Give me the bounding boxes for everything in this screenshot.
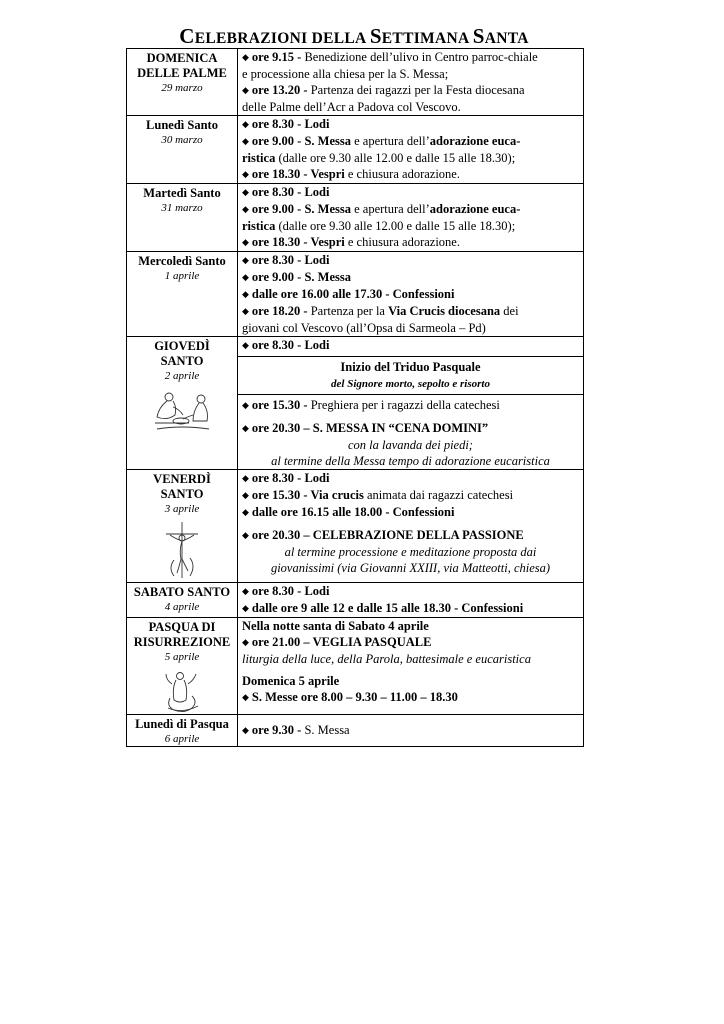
event-line <box>238 673 583 689</box>
triduo-subtitle: del Signore morto, sepolto e risorto <box>331 378 490 390</box>
event-line <box>238 487 583 504</box>
event-text: e apertura dell’ <box>350 134 430 148</box>
bullet-icon: ◆ <box>242 272 249 282</box>
day-cell <box>127 583 238 618</box>
events-cell <box>238 583 584 618</box>
event-line <box>238 527 583 544</box>
spacer <box>238 706 583 712</box>
event-highlight: ristica <box>242 151 276 165</box>
day-name: GIOVEDÌ <box>154 339 210 353</box>
event-time: ore 18.30 - Vespri <box>251 235 345 249</box>
bullet-icon: ◆ <box>242 400 249 410</box>
event-time: ore 18.20 - <box>251 304 308 318</box>
event-text: Partenza dei ragazzi per la Festa diocesana <box>307 83 525 97</box>
event-line <box>238 133 583 150</box>
event-line: liturgia della luce, della Parola, battesimale e eucaristica <box>242 652 531 666</box>
event-line: giovanissimi (via Giovanni XXIII, via Matteotti, chiesa) <box>270 561 551 575</box>
bullet-icon: ◆ <box>242 187 249 197</box>
bullet-icon: ◆ <box>242 136 249 146</box>
event-time: ore 8.30 - Lodi <box>251 584 330 598</box>
event-time: dalle ore 9 alle 12 e dalle 15 alle 18.30 - Confessioni <box>251 601 524 615</box>
bullet-icon: ◆ <box>242 289 249 299</box>
day-date: 31 marzo <box>161 202 203 214</box>
event-heading: Nella notte santa di Sabato 4 aprile <box>242 619 429 633</box>
bullet-icon: ◆ <box>242 85 249 95</box>
event-time: ore 8.30 - Lodi <box>251 253 330 267</box>
day-name: Lunedì di Pasqua <box>135 717 229 731</box>
event-time: dalle ore 16.15 alle 18.00 - Confessioni <box>251 505 455 519</box>
table-row <box>127 337 584 470</box>
event-line <box>238 600 583 617</box>
event-line: al termine processione e meditazione proposta dai <box>284 545 537 559</box>
day-name: Martedì Santo <box>143 186 221 200</box>
day-name: DOMENICA <box>146 51 218 65</box>
day-date: 2 aprile <box>164 370 200 382</box>
bullet-icon: ◆ <box>242 473 249 483</box>
event-line <box>238 689 583 706</box>
day-name: VENERDÌ <box>153 472 211 486</box>
event-line <box>238 234 583 251</box>
bullet-icon: ◆ <box>242 507 249 517</box>
event-time: ore 20.30 – S. MESSA IN “CENA DOMINI” <box>251 421 489 435</box>
event-line <box>238 618 583 634</box>
event-line <box>238 252 583 269</box>
title-part: ETTIMANA <box>381 30 473 47</box>
event-line <box>238 303 583 320</box>
event-time: ore 9.00 - S. Messa <box>251 270 351 284</box>
event-time: ore 8.30 - Lodi <box>251 338 330 352</box>
event-text: Partenza per la <box>307 304 389 318</box>
resurrection-icon <box>162 668 202 714</box>
event-text: Preghiera per i ragazzi della catechesi <box>307 398 500 412</box>
divider <box>238 356 583 357</box>
page-title <box>126 24 582 49</box>
day-date: 4 aprile <box>164 601 200 613</box>
event-line <box>238 397 583 414</box>
event-time: ore 13.20 - <box>251 83 308 97</box>
title-part: S <box>369 24 382 48</box>
event-text: (dalle ore 9.30 alle 12.00 e dalle 15 alle 18.30); <box>275 151 516 165</box>
event-line <box>238 375 583 392</box>
event-line: delle Palme dell’Acr a Padova col Vescovo. <box>242 100 461 114</box>
day-cell <box>127 116 238 184</box>
table-row <box>127 184 584 252</box>
event-highlight: Via Crucis diocesana <box>388 304 501 318</box>
divider <box>238 394 583 395</box>
events-cell <box>238 252 584 337</box>
event-line <box>238 184 583 201</box>
title-part: S <box>472 24 485 48</box>
day-name: SANTO <box>160 354 204 368</box>
event-line: e processione alla chiesa per la S. Messa; <box>242 67 449 81</box>
bullet-icon: ◆ <box>242 725 249 735</box>
table-row <box>127 252 584 337</box>
event-time: S. Messe ore 8.00 – 9.30 – 11.00 – 18.30 <box>251 690 458 704</box>
day-cell <box>127 470 238 583</box>
event-time: ore 9.30 - <box>251 723 302 737</box>
event-line <box>238 82 583 99</box>
day-name: SABATO SANTO <box>133 585 231 599</box>
event-line <box>238 49 583 66</box>
title-part: ELEBRAZIONI DELLA <box>194 30 370 47</box>
table-row <box>127 715 584 747</box>
event-line <box>238 286 583 303</box>
event-line <box>238 504 583 521</box>
bullet-icon: ◆ <box>242 586 249 596</box>
event-text: animata dai ragazzi catechesi <box>363 488 514 502</box>
event-highlight: adorazione euca- <box>429 202 521 216</box>
day-name: RISURREZIONE <box>133 635 231 649</box>
bullet-icon: ◆ <box>242 169 249 179</box>
event-line: al termine della Messa tempo di adorazione eucaristica <box>271 454 550 468</box>
bullet-icon: ◆ <box>242 52 249 62</box>
event-line: giovani col Vescovo (all’Opsa di Sarmeola – Pd) <box>242 321 486 335</box>
event-text: Benedizione dell’ulivo in Centro parroc-chiale <box>301 50 538 64</box>
events-cell <box>238 184 584 252</box>
event-line <box>238 150 583 166</box>
event-line <box>238 722 583 739</box>
table-row <box>127 470 584 583</box>
day-date: 29 marzo <box>161 82 203 94</box>
crucifix-icon <box>160 520 204 580</box>
event-time: ore 15.30 - Via crucis <box>251 488 364 502</box>
events-cell <box>238 618 584 715</box>
event-text: e apertura dell’ <box>350 202 430 216</box>
table-row <box>127 116 584 184</box>
day-cell <box>127 184 238 252</box>
bullet-icon: ◆ <box>242 490 249 500</box>
day-name: Mercoledì Santo <box>138 254 226 268</box>
day-name: Lunedì Santo <box>146 118 218 132</box>
event-time: ore 21.00 – VEGLIA PASQUALE <box>251 635 432 649</box>
event-line <box>238 116 583 133</box>
event-line <box>238 166 583 183</box>
event-line <box>238 218 583 234</box>
event-line <box>238 269 583 286</box>
event-line <box>238 470 583 487</box>
events-cell <box>238 116 584 184</box>
bullet-icon: ◆ <box>242 204 249 214</box>
events-cell <box>238 715 584 747</box>
bullet-icon: ◆ <box>242 692 249 702</box>
event-time: dalle ore 16.00 alle 17.30 - Confessioni <box>251 287 455 301</box>
event-line <box>238 359 583 375</box>
day-date: 5 aprile <box>164 651 200 663</box>
event-text: S. Messa <box>301 723 350 737</box>
event-time: ore 9.00 - S. Messa <box>251 202 351 216</box>
day-cell <box>127 337 238 470</box>
event-time: ore 8.30 - Lodi <box>251 117 330 131</box>
day-name: PASQUA DI <box>148 620 216 634</box>
day-cell <box>127 252 238 337</box>
event-time: ore 9.00 - S. Messa <box>251 134 351 148</box>
event-time: ore 18.30 - Vespri <box>251 167 345 181</box>
event-text: e chiusura adorazione. <box>344 167 460 181</box>
day-date: 1 aprile <box>164 270 200 282</box>
event-line <box>238 337 583 354</box>
day-cell <box>127 618 238 715</box>
bullet-icon: ◆ <box>242 237 249 247</box>
event-time: ore 9.15 - <box>251 50 302 64</box>
event-line <box>238 583 583 600</box>
triduo-heading: Inizio del Triduo Pasquale <box>340 360 481 374</box>
table-row <box>127 583 584 618</box>
bullet-icon: ◆ <box>242 255 249 265</box>
bullet-icon: ◆ <box>242 603 249 613</box>
day-name: SANTO <box>160 487 204 501</box>
event-line <box>238 420 583 437</box>
bullet-icon: ◆ <box>242 306 249 316</box>
event-time: ore 8.30 - Lodi <box>251 185 330 199</box>
event-highlight: adorazione euca- <box>429 134 521 148</box>
event-time: ore 8.30 - Lodi <box>251 471 330 485</box>
bullet-icon: ◆ <box>242 637 249 647</box>
event-line <box>238 634 583 651</box>
bullet-icon: ◆ <box>242 423 249 433</box>
day-cell <box>127 49 238 116</box>
title-part: ANTA <box>484 30 529 47</box>
event-time: ore 15.30 - <box>251 398 308 412</box>
spacer <box>238 576 583 582</box>
day-date: 3 aprile <box>164 503 200 515</box>
event-text: dei <box>500 304 519 318</box>
event-heading: Domenica 5 aprile <box>242 674 340 688</box>
event-highlight: ristica <box>242 219 276 233</box>
event-text: e chiusura adorazione. <box>344 235 460 249</box>
bullet-icon: ◆ <box>242 340 249 350</box>
events-cell <box>238 470 584 583</box>
event-time: ore 20.30 – CELEBRAZIONE DELLA PASSIONE <box>251 528 524 542</box>
day-name: DELLE PALME <box>137 66 227 80</box>
schedule-table <box>126 48 584 747</box>
event-text: (dalle ore 9.30 alle 12.00 e dalle 15 alle 18.30); <box>275 219 516 233</box>
event-line <box>238 201 583 218</box>
bullet-icon: ◆ <box>242 530 249 540</box>
title-part: C <box>179 24 195 48</box>
day-date: 6 aprile <box>164 733 200 745</box>
foot-washing-icon <box>147 387 217 433</box>
day-date: 30 marzo <box>161 134 203 146</box>
table-row <box>127 49 584 116</box>
events-cell <box>238 49 584 116</box>
table-row <box>127 618 584 715</box>
bullet-icon: ◆ <box>242 119 249 129</box>
events-cell <box>238 337 584 470</box>
day-cell <box>127 715 238 747</box>
event-line: con la lavanda dei piedi; <box>348 438 473 452</box>
